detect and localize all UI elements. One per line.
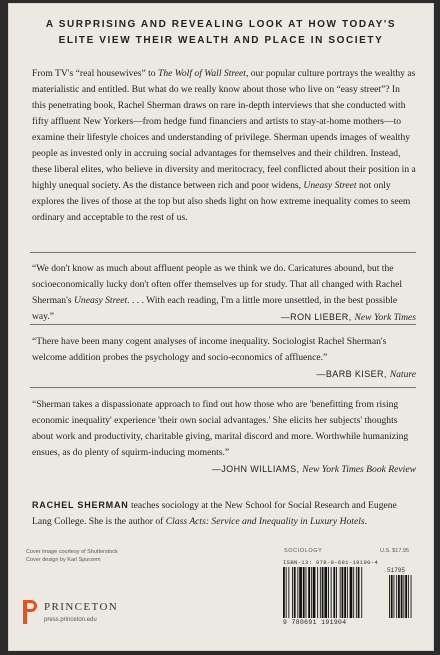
- divider: [30, 387, 416, 388]
- divider: [30, 324, 416, 325]
- headline-line-2: ELITE VIEW THEIR WEALTH AND PLACE IN SOCIETY: [58, 35, 384, 46]
- publisher-name: PRINCETON: [44, 601, 119, 613]
- cover-credits: [26, 548, 118, 564]
- quote-1-source: New York Times: [354, 312, 416, 323]
- description-title-1: The Wolf of Wall Street: [157, 68, 246, 79]
- barcode-digits: 9 780691 191904: [283, 619, 347, 626]
- quote-3: [32, 397, 416, 478]
- quote-3-source: New York Times Book Review: [302, 464, 416, 475]
- headline-line-1: A SURPRISING AND REVEALING LOOK AT HOW TODAY'S: [45, 19, 397, 30]
- book-description: [32, 66, 416, 226]
- quote-2-author: —BARB KISER,: [316, 369, 390, 379]
- quote-2: [32, 334, 416, 383]
- publisher-url: press.princeton.edu: [44, 617, 97, 623]
- quote-1-title: Uneasy Street: [73, 295, 128, 306]
- book-back-cover: [8, 3, 434, 651]
- description-text-2: , our popular culture portrays the wealthy as materialistic and entitled. But what do we really know about those who live on “easy street”? In this penetrating book, Rachel Sherman draws on rare in-depth interviews that she conducted with fifty affluent New Yorkers—from hedge fund financiers and artists to stay-at-home mothers—to examine their lifestyle choices and understanding of privilege. Sherman upends images of wealthy people as invested only in accruing social advantages for themselves and their children. Instead, these liberal elites, who believe in diversity and meritocracy, feel conflicted about their position in a highly unequal society. As the distance between rich and poor widens,: [32, 68, 416, 191]
- author-bio-end: .: [364, 516, 368, 527]
- quote-2-source: Nature: [389, 369, 416, 380]
- price-label: U.S. $17.95: [380, 548, 410, 554]
- quote-3-author: —JOHN WILLIAMS,: [211, 464, 303, 474]
- princeton-logo-icon: [22, 599, 38, 625]
- description-text-1: From TV's “real housewives” to: [32, 68, 158, 79]
- quote-1-author: —RON LIEBER,: [280, 312, 355, 322]
- divider: [30, 252, 416, 253]
- quote-1-text: “We don't know as much about affluent people as we think we do. Caricatures abound, but the socioeconomically lucky don't often offer themselves up for study. That all changed with Rachel Sherman's: [32, 263, 403, 306]
- cover-headline: [26, 17, 416, 49]
- quote-1: [32, 261, 416, 326]
- quote-1-text-end: . . . . With each reading, I'm a little more unsettled, in the best possible way.”: [32, 295, 398, 322]
- subject-category: SOCIOLOGY: [284, 548, 323, 554]
- author-bio: [32, 497, 416, 530]
- quote-2-attribution: [316, 366, 416, 383]
- barcode-area: [283, 559, 419, 627]
- barcode-icon: [283, 567, 419, 619]
- description-text-3: not only explores the lives of those at the top but also sheds light on how extreme inequality comes to seem ordinary and acceptable to the rest of us.: [32, 180, 411, 223]
- author-name: RACHEL SHERMAN: [32, 500, 129, 510]
- quote-2-text: “There have been many cogent analyses of income inequality. Sociologist Rachel Sherman's welcome addition probes the psychology and socio-economics of affluence.”: [32, 336, 387, 363]
- cover-design-credit: Cover design by Karl Spurzem: [26, 557, 101, 563]
- quote-3-text: “Sherman takes a dispassionate approach to find out how those who are 'benefitting from rising economic inequality' experience 'their own social advantages.' She elicits her subjects' thoughts about work and productivity, charitable giving, marital discord and more. Worthwhile humanizing ensues, as do plenty of squirm-inducing moments.”: [32, 399, 409, 458]
- description-title-2: Uneasy Street: [303, 180, 357, 191]
- quote-3-attribution: [212, 461, 416, 478]
- author-bio-text: teaches sociology at the New School for Social Research and Eugene Lang College. She is the author of: [32, 500, 397, 527]
- author-previous-book: Class Acts: Service and Inequality in Luxury Hotels: [165, 516, 365, 527]
- isbn-label: ISBN-13: 978-0-691-19190-4: [283, 559, 379, 566]
- cover-image-credit: Cover image courtesy of Shutterstock: [26, 549, 118, 555]
- barcode-addon-code: 51795: [387, 567, 406, 574]
